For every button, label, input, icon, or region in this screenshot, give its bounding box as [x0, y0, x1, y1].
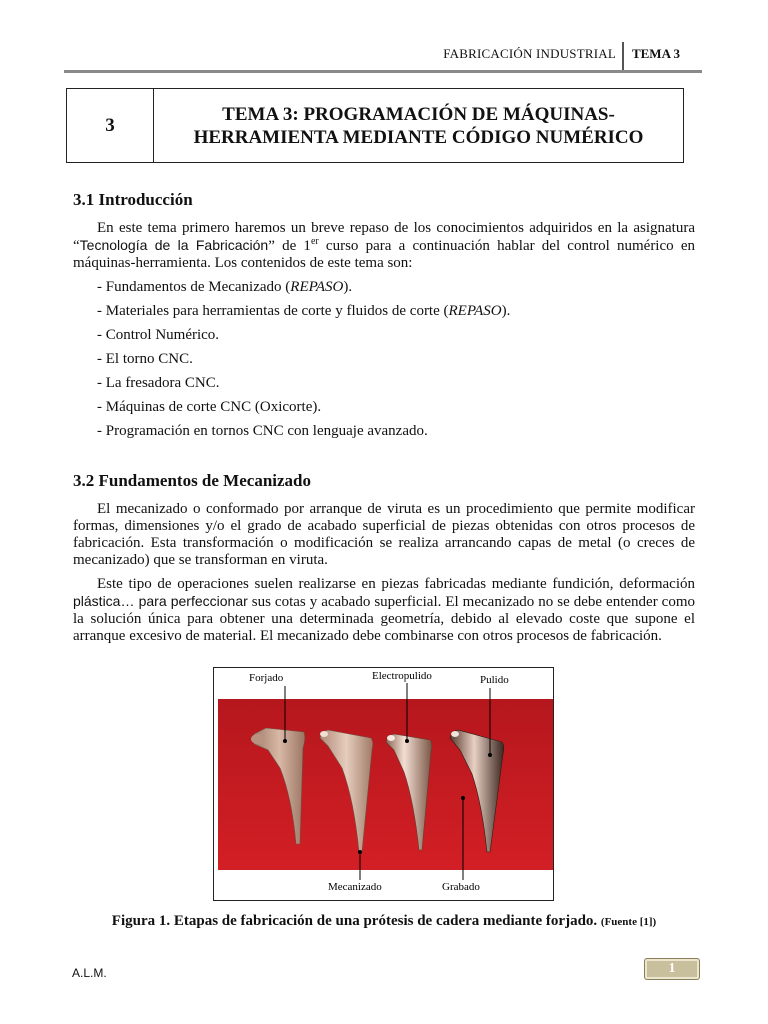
- label-forjado: Forjado: [249, 672, 284, 684]
- figure-caption: [73, 913, 695, 930]
- header-course: FABRICACIÓN INDUSTRIAL: [443, 46, 616, 61]
- paragraph-text-2: sus cotas y acabado superficial. El mecanizado no se debe entender como la solución única para obtener una determinada geometría, debido al elevado coste que supone el arranque excesivo de material. El mecanizado debe combinarse con otros procesos de fabricación.: [73, 594, 695, 644]
- label-mecanizado: Mecanizado: [328, 881, 382, 893]
- caption-text: Figura 1. Etapas de fabricación de una prótesis de cadera mediante forjado.: [111, 913, 598, 929]
- label-grabado: Grabado: [442, 881, 480, 893]
- hip-prosthesis-photo: [214, 668, 553, 900]
- intro-superscript: er: [310, 236, 319, 247]
- list-item: - Control Numérico.: [97, 327, 220, 343]
- contents-list: [73, 279, 695, 440]
- header-separator: [622, 42, 624, 70]
- document-body: [73, 190, 695, 645]
- footer-author: A.L.M.: [72, 966, 107, 980]
- intro-text-2: ” de 1: [268, 238, 311, 254]
- list-item: - Máquinas de corte CNC (Oxicorte).: [97, 399, 322, 415]
- page-title: TEMA 3: PROGRAMACIÓN DE MÁQUINAS-HERRAMIENTA MEDIANTE CÓDIGO NUMÉRICO: [193, 103, 644, 148]
- list-item: [97, 279, 695, 296]
- list-item-emphasis: REPASO: [448, 303, 502, 319]
- title-number: 3: [67, 89, 154, 162]
- label-pulido: Pulido: [480, 674, 509, 686]
- mecanizado-paragraph-2: [73, 576, 695, 645]
- page-header: [64, 44, 702, 70]
- intro-course-name: Tecnología de la Fabricación: [79, 237, 269, 253]
- header-topic: TEMA 3: [631, 46, 680, 61]
- paragraph-sans-text: plástica… para perfeccionar: [73, 593, 248, 609]
- mecanizado-paragraph-1: El mecanizado o conformado por arranque de viruta es un procedimiento que permite modificar formas, dimensiones y/o el grado de acabado superficial de piezas obtenidas con otros procesos de fabricación. Esta transformación o modificación se realiza arrancando capas de metal (o creces de mecanizado) que se transforman en viruta.: [73, 501, 695, 568]
- list-item: - La fresadora CNC.: [97, 375, 220, 391]
- list-item-text: - Fundamentos de Mecanizado (: [97, 279, 291, 295]
- paragraph-text: Este tipo de operaciones suelen realizarse en piezas fabricadas mediante fundición, deformación: [97, 576, 695, 592]
- list-item: [97, 303, 695, 320]
- list-item: - El torno CNC.: [97, 351, 193, 367]
- label-electropulido: Electropulido: [372, 670, 432, 682]
- title-box: [66, 88, 684, 163]
- list-item-tail: ).: [501, 303, 511, 319]
- section-heading-introduccion: 3.1 Introducción: [73, 190, 193, 209]
- list-item-text: - Materiales para herramientas de corte y fluidos de corte (: [97, 303, 449, 319]
- section-heading-fundamentos: 3.2 Fundamentos de Mecanizado: [73, 471, 311, 490]
- intro-paragraph: [73, 220, 695, 272]
- figure-image: [213, 667, 554, 901]
- intro-text: En este tema primero haremos un breve repaso de los conocimientos adquiridos en la asignatura “: [73, 220, 695, 254]
- caption-source: (Fuente [1]): [600, 916, 657, 928]
- red-background: [218, 699, 553, 870]
- list-item-emphasis: REPASO: [290, 279, 344, 295]
- list-item: - Programación en tornos CNC con lenguaje avanzado.: [97, 423, 428, 439]
- list-item-tail: ).: [343, 279, 353, 295]
- page-number: 1: [644, 958, 700, 980]
- intro-text-3: curso para a continuación hablar del control numérico en máquinas-herramienta. Los contenidos de este tema son:: [73, 238, 695, 271]
- header-rule: [64, 70, 702, 73]
